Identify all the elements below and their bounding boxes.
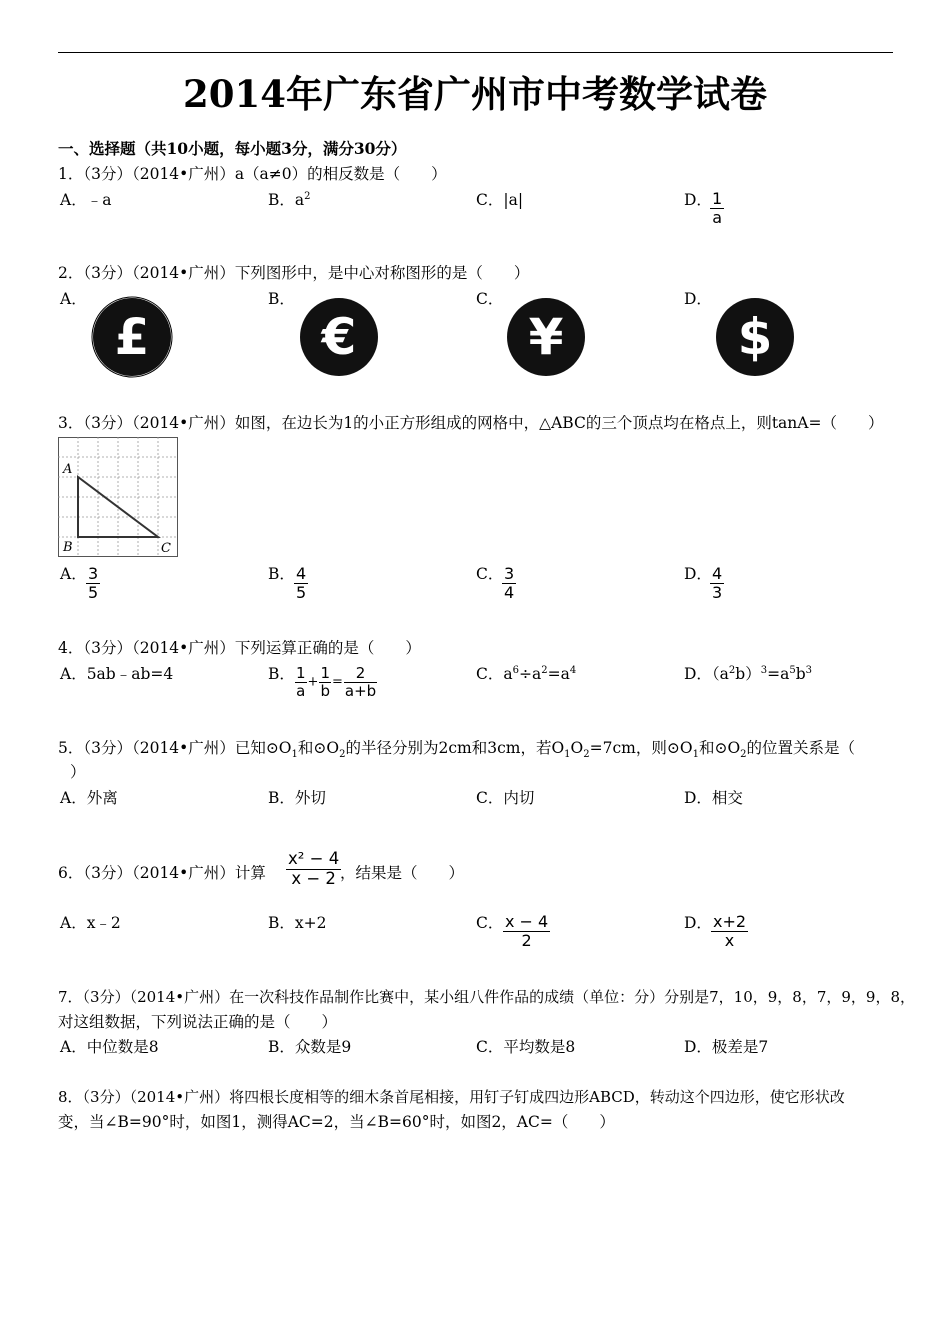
q4-b-frac2-num: 1 (320, 664, 330, 682)
q5-option-a[interactable]: A．外离 (60, 789, 118, 807)
q6-option-b[interactable]: B．x+2 (268, 914, 327, 932)
q4-b-frac2 (319, 665, 331, 699)
q5-stem-line2: ） (70, 763, 86, 781)
q6-option-d[interactable]: D． (684, 914, 712, 932)
q3-c-den: 4 (504, 583, 515, 603)
q3-option-b[interactable]: B． (268, 565, 295, 583)
q5-stem-part7: 的位置关系是（ (746, 739, 856, 757)
q6-option-c[interactable]: C． (476, 914, 504, 932)
page-title: 2014年广东省广州市中考数学试卷 (183, 72, 767, 116)
q4-c-eq: =a (547, 665, 570, 683)
q7-option-b[interactable]: B．众数是9 (268, 1038, 352, 1056)
q5-sub5: 1 (692, 749, 699, 761)
q4-b-expression (294, 665, 378, 699)
q1-option-b[interactable] (268, 191, 311, 210)
dollar-symbol: $ (737, 308, 773, 366)
triangle-grid-figure (58, 437, 178, 557)
q6-d-fraction (711, 913, 748, 951)
q5-sub4: 2 (583, 749, 590, 761)
q3-c-fraction (502, 565, 516, 603)
header-rule (58, 52, 893, 53)
q7-option-c[interactable]: C．平均数是8 (476, 1038, 576, 1056)
q4-b-frac3 (344, 665, 377, 699)
q6-stem-pre: 6．（3分）（2014•广州）计算 (58, 864, 266, 882)
q3-b-num: 4 (296, 564, 307, 583)
vertex-c-label: C (161, 541, 171, 556)
section-heading: 一、选择题（共10小题，每小题3分，满分30分） (58, 139, 407, 158)
q4-d-sup4: 3 (805, 664, 813, 676)
q3-d-den: 3 (712, 583, 723, 603)
q4-b-frac2-den: b (320, 681, 330, 700)
q3-option-a[interactable]: A． (60, 565, 87, 583)
q3-a-den: 5 (88, 583, 99, 603)
pound-coin-icon[interactable] (91, 296, 173, 378)
q4-d-b: b (795, 665, 806, 683)
yen-symbol: ¥ (528, 308, 564, 366)
q4-b-frac1-num: 1 (296, 664, 306, 682)
q3-a-num: 3 (88, 564, 99, 583)
q6-c-den: 2 (521, 931, 532, 951)
q3-c-num: 3 (504, 564, 515, 583)
q5-stem-part4: O (570, 739, 584, 757)
q5-stem-part5: =7cm，则⊙O (589, 739, 693, 757)
q5-stem (58, 739, 856, 761)
q3-b-den: 5 (296, 583, 307, 603)
q4-b-frac1-den: a (296, 681, 306, 700)
q4-c-sup2: 2 (541, 664, 548, 676)
q1-option-d[interactable] (684, 191, 712, 210)
q3-stem: 3．（3分）（2014•广州）如图，在边长为1的小正方形组成的网格中，△ABC的三个顶点均在格点上，则tanA=（ ） (58, 414, 884, 432)
euro-symbol: € (321, 308, 357, 366)
q4-option-b[interactable]: B． (268, 665, 295, 683)
q4-c-sup1: 6 (512, 664, 519, 676)
q1-d-num: 1 (712, 189, 723, 208)
q4-option-d[interactable] (684, 665, 812, 684)
q6-stem-fraction (286, 850, 341, 889)
q6-option-a[interactable]: A．x﹣2 (60, 914, 121, 932)
q2-stem: 2．（3分）（2014•广州）下列图形中，是中心对称图形的是（ ） (58, 264, 530, 282)
q5-stem-part6: 和⊙O (698, 739, 741, 757)
q4-d-mid: b） (735, 665, 761, 683)
dollar-coin-icon[interactable] (714, 296, 796, 378)
q8-stem-line1: 8．（3分）（2014•广州）将四根长度相等的细木条首尾相接，用钉子钉成四边形ABCD，转动这个四边形，使它形状改 (58, 1088, 845, 1106)
q4-c-mid: ÷a (518, 665, 542, 683)
q4-option-a[interactable]: A．5ab﹣ab=4 (60, 665, 174, 683)
q3-option-c[interactable]: C． (476, 565, 504, 583)
q1-d-den: a (712, 208, 722, 228)
yen-coin-icon[interactable] (505, 296, 587, 378)
q5-sub2: 2 (339, 749, 346, 761)
q4-b-frac3-den: a+b (344, 681, 377, 700)
q4-option-c[interactable] (476, 665, 576, 684)
q1-b-label: B．a (268, 191, 305, 209)
q3-b-fraction (294, 565, 308, 603)
q5-stem-part3: 的半径分别为2cm和3cm，若O (345, 739, 565, 757)
q1-b-sup: 2 (304, 190, 311, 202)
vertex-b-label: B (63, 540, 73, 555)
pound-symbol: £ (114, 308, 150, 366)
q7-stem-line1: 7．（3分）（2014•广州）在一次科技作品制作比赛中，某小组八件作品的成绩（单位：分）分别是7，10，9，8，7，9，9，8， (58, 988, 916, 1006)
q5-option-b[interactable]: B．外切 (268, 789, 326, 807)
q4-b-frac3-num: 2 (344, 665, 377, 683)
q4-b-frac1 (295, 665, 307, 699)
q6-d-num: x+2 (713, 912, 747, 931)
euro-coin-icon[interactable] (298, 296, 380, 378)
q2-option-a[interactable]: A． (60, 290, 87, 308)
q4-d-sup2: 3 (760, 664, 768, 676)
q3-a-fraction (86, 565, 100, 603)
vertex-a-label: A (63, 462, 73, 477)
q4-d-sup1: 2 (728, 664, 736, 676)
q3-d-num: 4 (712, 564, 723, 583)
q1-option-c[interactable]: C．|a| (476, 191, 524, 209)
q1-d-label: D． (684, 191, 712, 209)
q4-c-sup3: 4 (569, 664, 577, 676)
q7-stem-line2: 对这组数据，下列说法正确的是（ ） (58, 1013, 338, 1031)
q4-b-plus: + (307, 674, 319, 690)
q5-sub1: 1 (291, 749, 298, 761)
q7-option-d[interactable]: D．极差是7 (684, 1038, 769, 1056)
q1-stem: 1．（3分）（2014•广州）a（a≠0）的相反数是（ ） (58, 165, 447, 183)
q5-stem-part2: 和⊙O (297, 739, 340, 757)
q1-option-a[interactable]: A．﹣a (60, 191, 112, 209)
q3-d-fraction (710, 565, 724, 603)
q6-c-fraction (503, 913, 550, 951)
q4-d-label: D．（a (684, 665, 729, 683)
q6-stem-post: ，结果是（ ） (340, 864, 465, 882)
q1-d-fraction (710, 190, 724, 228)
q5-option-d[interactable]: D．相交 (684, 789, 743, 807)
q8-stem-line2: 变，当∠B=90°时，如图1，测得AC=2，当∠B=60°时，如图2，AC=（ ） (58, 1113, 615, 1131)
q6-stem-num: x² − 4 (288, 849, 340, 868)
q4-d-eq: =a (767, 665, 790, 683)
q4-b-equals: = (332, 674, 343, 690)
q6-c-num: x − 4 (505, 912, 549, 931)
q5-option-c[interactable]: C．内切 (476, 789, 535, 807)
q4-d-sup3: 5 (789, 664, 796, 676)
q7-option-a[interactable]: A．中位数是8 (60, 1038, 159, 1056)
q4-stem: 4．（3分）（2014•广州）下列运算正确的是（ ） (58, 639, 421, 657)
q2-option-c[interactable]: C． (476, 290, 504, 308)
q2-option-b[interactable]: B． (268, 290, 295, 308)
q6-stem-den: x − 2 (291, 868, 336, 888)
q5-stem-part1: 5．（3分）（2014•广州）已知⊙O (58, 739, 292, 757)
q3-option-d[interactable]: D． (684, 565, 712, 583)
q5-sub3: 1 (564, 749, 571, 761)
q5-sub6: 2 (740, 749, 747, 761)
q2-option-d[interactable]: D． (684, 290, 712, 308)
q6-d-den: x (724, 931, 735, 951)
q4-c-label: C．a (476, 665, 513, 683)
